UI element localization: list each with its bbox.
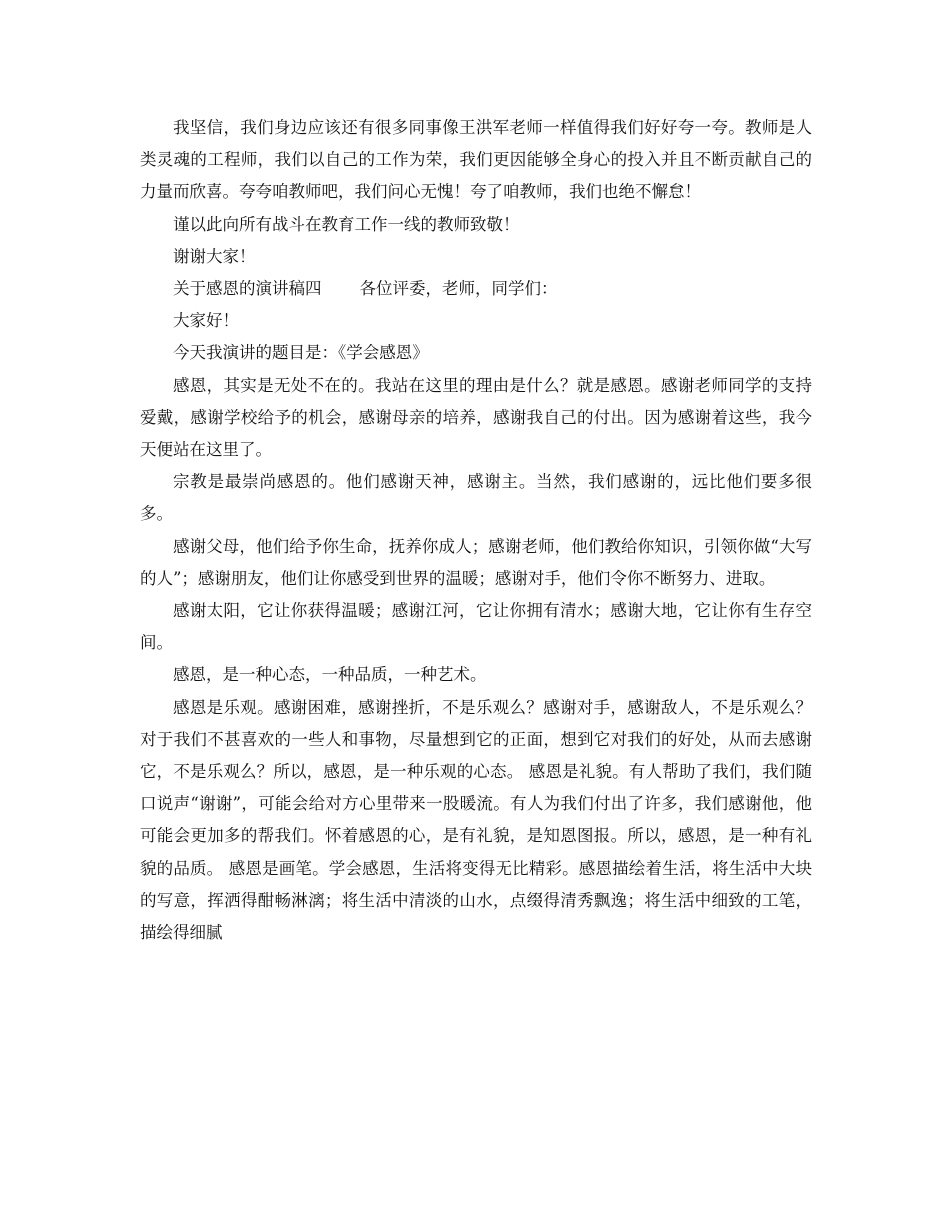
paragraph: 大家好！ — [173, 311, 239, 331]
paragraph: 感谢父母，他们给予你生命，抚养你成人；感谢老师，他们教给你知识，引领你做“大写的人”；感谢朋友，他们让你感受到世界的温暖；感谢对手，他们令你不断努力、进取。 — [140, 536, 812, 588]
paragraph: 谨以此向所有战斗在教育工作一线的教师致敬！ — [173, 214, 520, 234]
speech-heading-line — [140, 273, 812, 305]
paragraph: 感恩是乐观。感谢困难，感谢挫折，不是乐观么？感谢对手，感谢敌人，不是乐观么？对于我们不甚喜欢的一些人和事物，尽量想到它的正面，想到它对我们的好处，从而去感谢它，不是乐观么？所以，感恩，是一种乐观的心态。 感恩是礼貌。有人帮助了我们，我们随口说声“谢谢”，可能会给对方心里带来一股暖流。有人为我们付出了许多，我们感谢他，他可能会更加多的帮我们。怀着感恩的心，是有礼貌，是知恩图报。所以，感恩，是一种有礼貌的品质。 感恩是画笔。学会感恩，生活将变得无比精彩。感恩描绘着生活，将生活中大块的写意，挥洒得酣畅淋漓；将生活中清淡的山水，点缀得清秀飘逸；将生活中细致的工笔，描绘得细腻 — [140, 697, 812, 943]
paragraph: 感谢太阳，它让你获得温暖；感谢江河，它让你拥有清水；感谢大地，它让你有生存空间。 — [140, 601, 812, 653]
paragraph: 今天我演讲的题目是：《学会感恩》 — [173, 343, 429, 363]
paragraph: 感恩，其实是无处不在的。我站在这里的理由是什么？就是感恩。感谢老师同学的支持爱戴，感谢学校给予的机会，感谢母亲的培养，感谢我自己的付出。因为感谢着这些，我今天便站在这里了。 — [140, 375, 812, 460]
paragraph: 宗教是最崇尚感恩的。他们感谢天神，感谢主。当然，我们感谢的，远比他们要多很多。 — [140, 472, 812, 524]
paragraph: 感恩，是一种心态，一种品质，一种艺术。 — [173, 665, 487, 685]
paragraph: 谢谢大家！ — [173, 246, 256, 266]
paragraph: 我坚信，我们身边应该还有很多同事像王洪军老师一样值得我们好好夸一夸。教师是人类灵魂的工程师，我们以自己的工作为荣，我们更因能够全身心的投入并且不断贡献自己的力量而欣喜。夸夸咱教师吧，我们问心无愧！夸了咱教师，我们也绝不懈怠！ — [140, 118, 812, 202]
speech-salutation: 各位评委，老师，同学们： — [359, 279, 558, 299]
document-body — [140, 112, 812, 949]
speech-heading: 关于感恩的演讲稿四 — [173, 279, 322, 299]
